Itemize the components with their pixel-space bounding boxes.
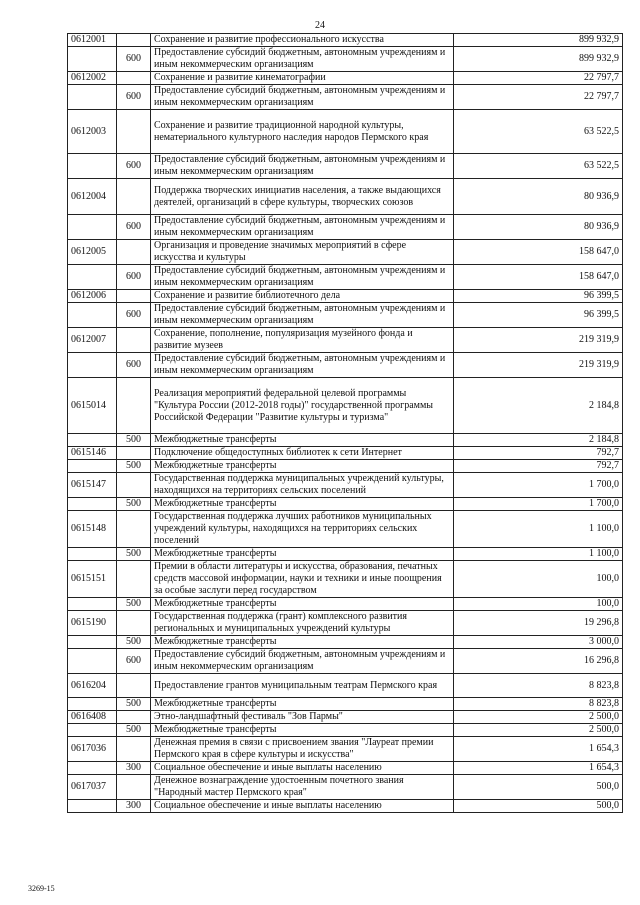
row-name: Государственная поддержка (грант) комплексного развития региональных и муниципальных учреждений культуры (151, 611, 454, 636)
row-code (68, 303, 117, 328)
row-name: Поддержка творческих инициатив населения, а также выдающихся деятелей, организаций в сфере культуры, творческих союзов (151, 179, 454, 215)
row-expense-kind: 500 (117, 636, 151, 649)
row-name: Сохранение и развитие профессионального искусства (151, 34, 454, 47)
row-name: Денежное вознаграждение удостоенным почетного звания "Народный мастер Пермского края" (151, 775, 454, 800)
table-row (68, 737, 623, 762)
row-code: 0617036 (68, 737, 117, 762)
row-name: Государственная поддержка лучших работников муниципальных учреждений культуры, находящихся на территориях сельских поселений (151, 511, 454, 548)
row-expense-kind: 500 (117, 548, 151, 561)
table-row (68, 711, 623, 724)
row-amount: 1 700,0 (454, 473, 623, 498)
row-amount: 80 936,9 (454, 179, 623, 215)
row-name: Межбюджетные трансферты (151, 636, 454, 649)
table-row (68, 265, 623, 290)
table-row (68, 762, 623, 775)
row-code: 0612003 (68, 110, 117, 154)
budget-rows (68, 34, 623, 813)
row-name: Предоставление грантов муниципальным театрам Пермского края (151, 674, 454, 698)
row-code (68, 498, 117, 511)
row-amount: 22 797,7 (454, 85, 623, 110)
page-number: 24 (315, 20, 325, 31)
row-name: Социальное обеспечение и иные выплаты населению (151, 800, 454, 813)
row-amount: 219 319,9 (454, 328, 623, 353)
row-name: Предоставление субсидий бюджетным, автономным учреждениям и иным некоммерческим организациям (151, 303, 454, 328)
row-expense-kind (117, 447, 151, 460)
row-name: Сохранение и развитие традиционной народной культуры, нематериального культурного наследия народов Пермского края (151, 110, 454, 154)
row-code: 0612001 (68, 34, 117, 47)
row-amount: 8 823,8 (454, 698, 623, 711)
row-expense-kind (117, 711, 151, 724)
row-amount: 19 296,8 (454, 611, 623, 636)
row-amount: 100,0 (454, 561, 623, 598)
table-row (68, 447, 623, 460)
table-row (68, 303, 623, 328)
table-row (68, 34, 623, 47)
row-amount: 792,7 (454, 447, 623, 460)
row-expense-kind: 600 (117, 649, 151, 674)
table-row (68, 240, 623, 265)
row-code: 0612004 (68, 179, 117, 215)
row-amount: 899 932,9 (454, 47, 623, 72)
row-name: Сохранение, пополнение, популяризация музейного фонда и развитие музеев (151, 328, 454, 353)
row-code (68, 460, 117, 473)
row-code (68, 636, 117, 649)
table-row (68, 611, 623, 636)
row-amount: 100,0 (454, 598, 623, 611)
row-amount: 2 500,0 (454, 711, 623, 724)
row-expense-kind: 600 (117, 85, 151, 110)
row-code (68, 649, 117, 674)
row-name: Предоставление субсидий бюджетным, автономным учреждениям и иным некоммерческим организациям (151, 85, 454, 110)
table-row (68, 434, 623, 447)
row-expense-kind: 500 (117, 434, 151, 447)
row-code (68, 47, 117, 72)
row-amount: 63 522,5 (454, 110, 623, 154)
row-code (68, 434, 117, 447)
table-row (68, 290, 623, 303)
row-expense-kind: 600 (117, 265, 151, 290)
row-amount: 158 647,0 (454, 265, 623, 290)
row-expense-kind: 300 (117, 800, 151, 813)
row-expense-kind (117, 561, 151, 598)
row-name: Социальное обеспечение и иные выплаты населению (151, 762, 454, 775)
row-name: Межбюджетные трансферты (151, 598, 454, 611)
row-name: Сохранение и развитие кинематографии (151, 72, 454, 85)
table-row (68, 548, 623, 561)
row-expense-kind (117, 674, 151, 698)
row-expense-kind (117, 72, 151, 85)
row-name: Реализация мероприятий федеральной целевой программы "Культура России (2012-2018 годы)" государственной программы Российской Федерации "Развитие культуры и туризма" (151, 378, 454, 434)
row-code (68, 85, 117, 110)
row-code (68, 265, 117, 290)
row-name: Денежная премия в связи с присвоением звания "Лауреат премии Пермского края в сфере культуры и искусства" (151, 737, 454, 762)
row-expense-kind: 600 (117, 353, 151, 378)
row-amount: 792,7 (454, 460, 623, 473)
table-row (68, 179, 623, 215)
row-code: 0616204 (68, 674, 117, 698)
row-amount: 1 654,3 (454, 762, 623, 775)
row-code: 0612002 (68, 72, 117, 85)
row-name: Межбюджетные трансферты (151, 698, 454, 711)
row-expense-kind: 500 (117, 498, 151, 511)
row-expense-kind (117, 511, 151, 548)
row-code: 0616408 (68, 711, 117, 724)
row-code: 0615148 (68, 511, 117, 548)
table-row (68, 636, 623, 649)
row-expense-kind (117, 737, 151, 762)
row-name: Межбюджетные трансферты (151, 460, 454, 473)
row-amount: 80 936,9 (454, 215, 623, 240)
table-row (68, 328, 623, 353)
row-code: 0612005 (68, 240, 117, 265)
row-expense-kind (117, 290, 151, 303)
row-name: Межбюджетные трансферты (151, 498, 454, 511)
row-amount: 16 296,8 (454, 649, 623, 674)
row-expense-kind: 600 (117, 154, 151, 179)
row-expense-kind (117, 110, 151, 154)
row-amount: 1 100,0 (454, 511, 623, 548)
row-code (68, 353, 117, 378)
table-row (68, 353, 623, 378)
table-row (68, 674, 623, 698)
row-expense-kind (117, 473, 151, 498)
row-code: 0615190 (68, 611, 117, 636)
table-row (68, 800, 623, 813)
table-row (68, 154, 623, 179)
row-amount: 1 100,0 (454, 548, 623, 561)
table-row (68, 649, 623, 674)
row-code (68, 154, 117, 179)
table-row (68, 511, 623, 548)
row-amount: 22 797,7 (454, 72, 623, 85)
row-expense-kind (117, 240, 151, 265)
table-row (68, 378, 623, 434)
row-name: Межбюджетные трансферты (151, 724, 454, 737)
row-expense-kind: 500 (117, 460, 151, 473)
row-name: Предоставление субсидий бюджетным, автономным учреждениям и иным некоммерческим организациям (151, 649, 454, 674)
table-row (68, 698, 623, 711)
table-row (68, 215, 623, 240)
row-name: Предоставление субсидий бюджетным, автономным учреждениям и иным некоммерческим организациям (151, 265, 454, 290)
table-row (68, 724, 623, 737)
row-name: Межбюджетные трансферты (151, 548, 454, 561)
table-row (68, 598, 623, 611)
row-amount: 899 932,9 (454, 34, 623, 47)
row-amount: 500,0 (454, 800, 623, 813)
row-expense-kind: 300 (117, 762, 151, 775)
row-name: Этно-ландшафтный фестиваль "Зов Пармы" (151, 711, 454, 724)
row-expense-kind: 500 (117, 698, 151, 711)
row-expense-kind: 600 (117, 47, 151, 72)
table-row (68, 110, 623, 154)
row-name: Межбюджетные трансферты (151, 434, 454, 447)
row-code (68, 800, 117, 813)
row-amount: 1 700,0 (454, 498, 623, 511)
row-amount: 63 522,5 (454, 154, 623, 179)
row-amount: 158 647,0 (454, 240, 623, 265)
row-expense-kind: 600 (117, 215, 151, 240)
table-row (68, 85, 623, 110)
row-code (68, 762, 117, 775)
row-expense-kind: 600 (117, 303, 151, 328)
table-row (68, 498, 623, 511)
row-code: 0615147 (68, 473, 117, 498)
table-row (68, 460, 623, 473)
row-amount: 2 184,8 (454, 434, 623, 447)
row-code: 0615014 (68, 378, 117, 434)
row-amount: 2 184,8 (454, 378, 623, 434)
table-row (68, 47, 623, 72)
row-code: 0612006 (68, 290, 117, 303)
row-expense-kind (117, 34, 151, 47)
row-expense-kind (117, 328, 151, 353)
row-name: Подключение общедоступных библиотек к сети Интернет (151, 447, 454, 460)
document-number: 3269-15 (28, 884, 55, 893)
row-amount: 1 654,3 (454, 737, 623, 762)
row-expense-kind (117, 378, 151, 434)
row-name: Предоставление субсидий бюджетным, автономным учреждениям и иным некоммерческим организациям (151, 353, 454, 378)
row-amount: 96 399,5 (454, 290, 623, 303)
row-code (68, 548, 117, 561)
row-name: Государственная поддержка муниципальных учреждений культуры, находящихся на территориях сельских поселений (151, 473, 454, 498)
row-amount: 500,0 (454, 775, 623, 800)
row-code: 0615146 (68, 447, 117, 460)
budget-table (67, 33, 623, 813)
table-row (68, 561, 623, 598)
row-amount: 2 500,0 (454, 724, 623, 737)
row-amount: 219 319,9 (454, 353, 623, 378)
table-row (68, 775, 623, 800)
row-amount: 8 823,8 (454, 674, 623, 698)
row-code: 0615151 (68, 561, 117, 598)
row-amount: 3 000,0 (454, 636, 623, 649)
row-expense-kind: 500 (117, 724, 151, 737)
row-name: Предоставление субсидий бюджетным, автономным учреждениям и иным некоммерческим организациям (151, 215, 454, 240)
row-code (68, 598, 117, 611)
row-name: Сохранение и развитие библиотечного дела (151, 290, 454, 303)
table-row (68, 72, 623, 85)
row-name: Предоставление субсидий бюджетным, автономным учреждениям и иным некоммерческим организациям (151, 47, 454, 72)
row-name: Организация и проведение значимых мероприятий в сфере искусства и культуры (151, 240, 454, 265)
row-expense-kind (117, 611, 151, 636)
row-expense-kind (117, 179, 151, 215)
row-code (68, 698, 117, 711)
row-name: Премии в области литературы и искусства, образования, печатных средств массовой информации, науки и техники и иные поощрения за особые заслуги перед государством (151, 561, 454, 598)
row-code (68, 215, 117, 240)
table-row (68, 473, 623, 498)
row-code (68, 724, 117, 737)
row-expense-kind: 500 (117, 598, 151, 611)
row-amount: 96 399,5 (454, 303, 623, 328)
row-name: Предоставление субсидий бюджетным, автономным учреждениям и иным некоммерческим организациям (151, 154, 454, 179)
row-expense-kind (117, 775, 151, 800)
row-code: 0617037 (68, 775, 117, 800)
row-code: 0612007 (68, 328, 117, 353)
